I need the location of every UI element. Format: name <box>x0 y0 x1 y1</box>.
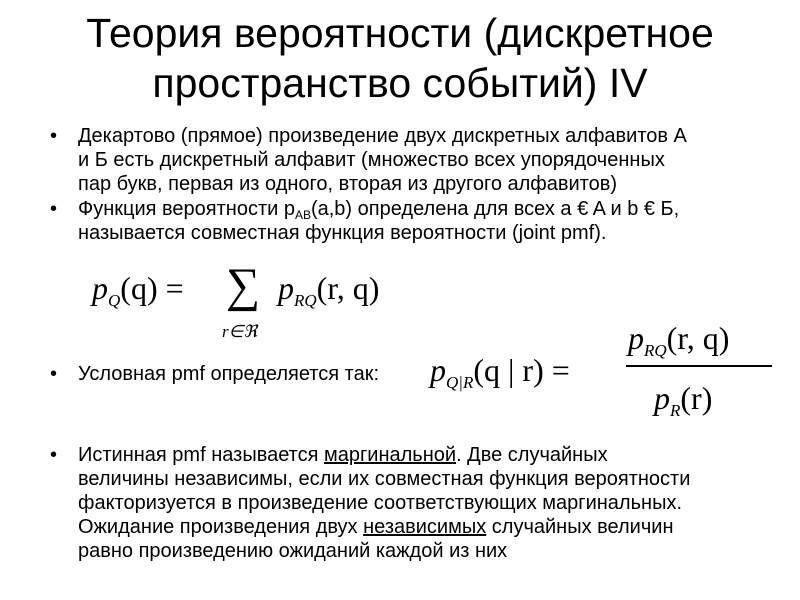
formula-marginal <box>92 268 184 308</box>
bullet-4-line-4a: Ожидание произведения двух <box>78 516 364 538</box>
sum-index-text: r∈ℜ <box>222 322 258 341</box>
bullet-conditional-pmf <box>50 362 379 386</box>
formula-1-args: (r, q) <box>316 270 380 306</box>
bullet-4-line-4b: случайных величин <box>486 516 674 538</box>
bullet-2-line-1a: Функция вероятности p <box>78 198 295 220</box>
bullet-4-line-5: равно произведению ожиданий каждой из них <box>78 540 508 562</box>
bullet-4-text <box>78 443 690 563</box>
bullet-marker: • <box>50 363 58 385</box>
formula-1-p: p <box>92 270 108 306</box>
formula-1-sub-rq: RQ <box>294 291 317 310</box>
bullet-2-subscript: AB <box>294 208 311 222</box>
bullet-4-line-3: факторизуется в произведение соответствующих маргинальных. <box>78 492 682 514</box>
summation-sign <box>226 258 260 314</box>
formula-2-fraction <box>626 318 776 422</box>
bullet-4-line-2: величины независимы, если их совместная функция вероятности <box>78 468 691 490</box>
denominator-p: p <box>654 380 670 416</box>
formula-2-equals: = <box>551 352 570 388</box>
denominator-args: (r) <box>680 380 713 416</box>
fraction-numerator <box>628 318 729 358</box>
numerator-args: (r, q) <box>666 320 730 356</box>
sigma-symbol: ∑ <box>226 259 261 312</box>
formula-2-p: p <box>430 352 446 388</box>
bullet-4-line-1b: . Две случайных <box>456 444 608 466</box>
formula-1-equals: = <box>165 270 184 306</box>
bullet-3-text: Условная pmf определяется так: <box>78 363 379 385</box>
formula-2-arg: (q | r) <box>473 352 544 388</box>
formula-1-sub-q: Q <box>108 291 121 310</box>
fraction-denominator <box>654 378 712 418</box>
denominator-sub: R <box>670 401 681 420</box>
formula-1-p2: p <box>278 270 294 306</box>
formula-conditional <box>430 350 570 390</box>
bullet-1-text <box>78 124 687 196</box>
bullet-joint-pmf <box>50 197 680 245</box>
title-line-2: пространство событий) IV <box>152 60 648 106</box>
term-independent: независимых <box>363 516 487 538</box>
bullet-marker: • <box>50 198 58 220</box>
bullet-1-line-2: и Б есть дискретный алфавит (множество всех упорядоченных <box>78 149 665 171</box>
bullet-marginal-pmf <box>50 443 691 563</box>
slide-title <box>0 8 800 108</box>
bullet-marker: • <box>50 125 58 147</box>
formula-1-arg: (q) <box>120 270 158 306</box>
bullet-1-line-3: пар букв, первая из одного, вторая из другого алфавитов) <box>78 173 618 195</box>
fraction-bar <box>626 365 772 367</box>
bullet-2-line-1b: (a,b) определена для всех a € A и b € Б, <box>310 198 680 220</box>
bullet-2-line-2: называется совместная функция вероятности (joint pmf). <box>78 222 607 244</box>
term-marginal: маргинальной <box>324 444 457 466</box>
bullet-marker: • <box>50 444 58 466</box>
title-line-1: Теория вероятности (дискретное <box>86 10 714 56</box>
bullet-2-text <box>78 197 679 245</box>
numerator-sub: RQ <box>644 341 667 360</box>
numerator-p: p <box>628 320 644 356</box>
formula-2-sub: Q|R <box>446 373 474 392</box>
summation-index <box>222 322 257 342</box>
bullet-cartesian-product <box>50 124 687 196</box>
bullet-1-line-1: Декартово (прямое) произведение двух дискретных алфавитов А <box>78 125 687 147</box>
formula-1-rhs <box>278 268 379 308</box>
bullet-4-line-1a: Истинная pmf называется <box>78 444 324 466</box>
